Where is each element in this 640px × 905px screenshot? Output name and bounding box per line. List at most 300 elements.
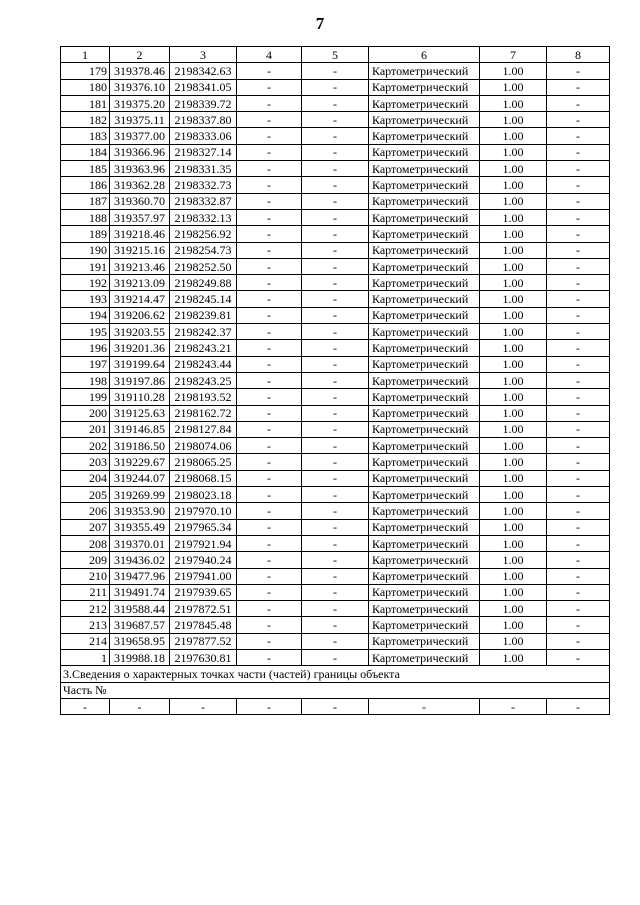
cell-col-6: Картометрический [369, 112, 480, 128]
cell-col-6: Картометрический [369, 307, 480, 323]
cell-col-2: 319213.09 [110, 275, 170, 291]
cell-col-4: - [237, 193, 302, 209]
cell-col-3: 2198331.35 [170, 161, 237, 177]
cell-col-4: - [237, 503, 302, 519]
cell-col-4: - [237, 454, 302, 470]
cell-col-7: 1.00 [480, 275, 547, 291]
cell-col-4: - [237, 128, 302, 144]
cell-col-5: - [302, 633, 369, 649]
cell-col-7: 1.00 [480, 128, 547, 144]
cell-col-3: 2197845.48 [170, 617, 237, 633]
cell-col-6: Картометрический [369, 193, 480, 209]
table-row [61, 633, 610, 649]
table-row [61, 405, 610, 421]
cell-col-2: 319201.36 [110, 340, 170, 356]
cell-col-7: 1.00 [480, 324, 547, 340]
section-3-title: 3.Сведения о характерных точках части (частей) границы объекта [61, 666, 610, 682]
cell-col-6: Картометрический [369, 649, 480, 665]
cell-col-3: 2197941.00 [170, 568, 237, 584]
cell-col-4: - [237, 487, 302, 503]
cell-col-4: - [237, 470, 302, 486]
cell-col-8: - [547, 193, 610, 209]
table-row [61, 503, 610, 519]
cell-col-8: 8 [547, 47, 610, 63]
table-row [61, 307, 610, 323]
cell-col-2: 319244.07 [110, 470, 170, 486]
cell-col-3: 2197939.65 [170, 584, 237, 600]
cell-col-5: - [302, 389, 369, 405]
cell-col-1: 198 [61, 372, 110, 388]
cell-col-6: Картометрический [369, 568, 480, 584]
cell-col-3: 2198333.06 [170, 128, 237, 144]
cell-col-7: - [480, 698, 547, 714]
cell-col-5: - [302, 421, 369, 437]
cell-col-7: 1.00 [480, 242, 547, 258]
cell-col-4: - [237, 291, 302, 307]
cell-col-1: 213 [61, 617, 110, 633]
cell-col-4: - [237, 405, 302, 421]
cell-col-1: 180 [61, 79, 110, 95]
cell-col-2: 319658.95 [110, 633, 170, 649]
cell-col-2: 319353.90 [110, 503, 170, 519]
cell-col-4: - [237, 340, 302, 356]
cell-col-5: - [302, 161, 369, 177]
cell-col-8: - [547, 487, 610, 503]
cell-col-7: 1.00 [480, 470, 547, 486]
cell-col-2: 319269.99 [110, 487, 170, 503]
table-row [61, 324, 610, 340]
cell-col-4: - [237, 389, 302, 405]
cell-col-4: - [237, 258, 302, 274]
table-row [61, 470, 610, 486]
cell-col-1: 179 [61, 63, 110, 79]
table-row [61, 95, 610, 111]
cell-col-1: 206 [61, 503, 110, 519]
cell-col-4: - [237, 177, 302, 193]
cell-col-6: Картометрический [369, 601, 480, 617]
cell-col-1: 187 [61, 193, 110, 209]
cell-col-3: 2198339.72 [170, 95, 237, 111]
cell-col-6: Картометрический [369, 128, 480, 144]
cell-col-8: - [547, 454, 610, 470]
cell-col-2: 319477.96 [110, 568, 170, 584]
cell-col-7: 1.00 [480, 568, 547, 584]
cell-col-6: Картометрический [369, 633, 480, 649]
table-row [61, 226, 610, 242]
cell-col-8: - [547, 552, 610, 568]
cell-col-3: 2198337.80 [170, 112, 237, 128]
cell-col-2: 319203.55 [110, 324, 170, 340]
part-number-label: Часть № [61, 682, 610, 698]
cell-col-4: - [237, 226, 302, 242]
cell-col-4: - [237, 568, 302, 584]
cell-col-1: 197 [61, 356, 110, 372]
cell-col-7: 1.00 [480, 258, 547, 274]
cell-col-4: - [237, 601, 302, 617]
table-row [61, 552, 610, 568]
cell-col-8: - [547, 470, 610, 486]
cell-col-4: - [237, 535, 302, 551]
table-row [61, 63, 610, 79]
cell-col-1: 191 [61, 258, 110, 274]
cell-col-2: 319377.00 [110, 128, 170, 144]
cell-col-5: - [302, 226, 369, 242]
cell-col-8: - [547, 161, 610, 177]
cell-col-4: - [237, 438, 302, 454]
cell-col-2: 319357.97 [110, 209, 170, 225]
cell-col-7: 1.00 [480, 226, 547, 242]
cell-col-8: - [547, 568, 610, 584]
cell-col-5: - [302, 601, 369, 617]
cell-col-8: - [547, 291, 610, 307]
cell-col-8: - [547, 340, 610, 356]
cell-col-4: - [237, 242, 302, 258]
cell-col-3: 2197965.34 [170, 519, 237, 535]
cell-col-3: 2198245.14 [170, 291, 237, 307]
cell-col-1: 184 [61, 144, 110, 160]
cell-col-5: - [302, 112, 369, 128]
cell-col-8: - [547, 275, 610, 291]
cell-col-5: - [302, 372, 369, 388]
cell-col-2: 319687.57 [110, 617, 170, 633]
cell-col-8: - [547, 519, 610, 535]
cell-col-1: 183 [61, 128, 110, 144]
cell-col-6: Картометрический [369, 356, 480, 372]
cell-col-3: 2198243.25 [170, 372, 237, 388]
cell-col-3: 2198074.06 [170, 438, 237, 454]
cell-col-8: - [547, 307, 610, 323]
cell-col-7: 1.00 [480, 617, 547, 633]
cell-col-7: 1.00 [480, 356, 547, 372]
cell-col-8: - [547, 144, 610, 160]
cell-col-5: - [302, 258, 369, 274]
cell-col-2: 319229.67 [110, 454, 170, 470]
cell-col-5: - [302, 307, 369, 323]
cell-col-5: - [302, 242, 369, 258]
cell-col-3: 2197940.24 [170, 552, 237, 568]
cell-col-8: - [547, 535, 610, 551]
cell-col-4: - [237, 584, 302, 600]
cell-col-2: - [110, 698, 170, 714]
cell-col-1: 188 [61, 209, 110, 225]
cell-col-7: 1.00 [480, 209, 547, 225]
cell-col-8: - [547, 438, 610, 454]
cell-col-4: - [237, 356, 302, 372]
cell-col-5: - [302, 95, 369, 111]
cell-col-6: Картометрический [369, 617, 480, 633]
table-row [61, 617, 610, 633]
table-row [61, 535, 610, 551]
cell-col-6: Картометрический [369, 389, 480, 405]
cell-col-7: 1.00 [480, 633, 547, 649]
cell-col-1: - [61, 698, 110, 714]
table-row [61, 340, 610, 356]
cell-col-1: 199 [61, 389, 110, 405]
cell-col-5: - [302, 291, 369, 307]
cell-col-7: 1.00 [480, 291, 547, 307]
cell-col-5: - [302, 193, 369, 209]
cell-col-4: - [237, 79, 302, 95]
cell-col-6: Картометрический [369, 340, 480, 356]
cell-col-1: 181 [61, 95, 110, 111]
cell-col-3: 2198243.21 [170, 340, 237, 356]
cell-col-2: 319436.02 [110, 552, 170, 568]
cell-col-7: 1.00 [480, 389, 547, 405]
cell-col-2: 319375.11 [110, 112, 170, 128]
table-row [61, 454, 610, 470]
cell-col-7: 1.00 [480, 177, 547, 193]
cell-col-2: 319375.20 [110, 95, 170, 111]
cell-col-3: 2197970.10 [170, 503, 237, 519]
cell-col-5: - [302, 552, 369, 568]
cell-col-4: - [237, 324, 302, 340]
cell-col-8: - [547, 421, 610, 437]
cell-col-3: 2198239.81 [170, 307, 237, 323]
cell-col-2: 319218.46 [110, 226, 170, 242]
cell-col-6: Картометрический [369, 275, 480, 291]
cell-col-7: 1.00 [480, 421, 547, 437]
cell-col-7: 1.00 [480, 519, 547, 535]
cell-col-7: 1.00 [480, 405, 547, 421]
cell-col-6: Картометрический [369, 79, 480, 95]
cell-col-4: - [237, 519, 302, 535]
cell-col-4: - [237, 112, 302, 128]
cell-col-3: 2197630.81 [170, 649, 237, 665]
cell-col-4: - [237, 95, 302, 111]
cell-col-4: - [237, 161, 302, 177]
table-row [61, 389, 610, 405]
table-row [61, 242, 610, 258]
cell-col-1: 212 [61, 601, 110, 617]
table-row [61, 209, 610, 225]
cell-col-8: - [547, 209, 610, 225]
cell-col-2: 319355.49 [110, 519, 170, 535]
cell-col-5: - [302, 324, 369, 340]
cell-col-2: 319110.28 [110, 389, 170, 405]
cell-col-2: 2 [110, 47, 170, 63]
table-header-row [61, 47, 610, 63]
cell-col-1: 190 [61, 242, 110, 258]
cell-col-8: - [547, 95, 610, 111]
cell-col-7: 1.00 [480, 487, 547, 503]
table-row [61, 584, 610, 600]
cell-col-3: 2198342.63 [170, 63, 237, 79]
cell-col-5: - [302, 405, 369, 421]
page-number: 7 [315, 14, 325, 33]
cell-col-2: 319588.44 [110, 601, 170, 617]
cell-col-2: 319125.63 [110, 405, 170, 421]
cell-col-8: - [547, 112, 610, 128]
cell-col-2: 319197.86 [110, 372, 170, 388]
cell-col-2: 319213.46 [110, 258, 170, 274]
table-row [61, 258, 610, 274]
cell-col-4: - [237, 275, 302, 291]
cell-col-1: 205 [61, 487, 110, 503]
cell-col-7: 1.00 [480, 552, 547, 568]
cell-col-2: 319378.46 [110, 63, 170, 79]
cell-col-6: Картометрический [369, 63, 480, 79]
cell-col-2: 319206.62 [110, 307, 170, 323]
cell-col-6: Картометрический [369, 421, 480, 437]
cell-col-5: - [302, 144, 369, 160]
cell-col-2: 319186.50 [110, 438, 170, 454]
cell-col-8: - [547, 258, 610, 274]
section-title-row [61, 666, 610, 682]
cell-col-8: - [547, 356, 610, 372]
cell-col-2: 319370.01 [110, 535, 170, 551]
cell-col-1: 203 [61, 454, 110, 470]
cell-col-5: - [302, 275, 369, 291]
cell-col-1: 196 [61, 340, 110, 356]
cell-col-1: 200 [61, 405, 110, 421]
cell-col-1: 1 [61, 649, 110, 665]
cell-col-4: - [237, 633, 302, 649]
cell-col-8: - [547, 698, 610, 714]
cell-col-7: 7 [480, 47, 547, 63]
table-row [61, 161, 610, 177]
cell-col-3: 2198249.88 [170, 275, 237, 291]
cell-col-1: 211 [61, 584, 110, 600]
cell-col-1: 193 [61, 291, 110, 307]
cell-col-8: - [547, 372, 610, 388]
cell-col-6: Картометрический [369, 291, 480, 307]
cell-col-3: 2198127.84 [170, 421, 237, 437]
table-row [61, 79, 610, 95]
table-row [61, 421, 610, 437]
cell-col-7: 1.00 [480, 454, 547, 470]
cell-col-1: 186 [61, 177, 110, 193]
cell-col-6: Картометрический [369, 519, 480, 535]
cell-col-3: 2197877.52 [170, 633, 237, 649]
cell-col-1: 202 [61, 438, 110, 454]
cell-col-6: Картометрический [369, 95, 480, 111]
cell-col-3: 2198327.14 [170, 144, 237, 160]
cell-col-7: 1.00 [480, 63, 547, 79]
cell-col-4: - [237, 209, 302, 225]
cell-col-1: 204 [61, 470, 110, 486]
cell-col-1: 214 [61, 633, 110, 649]
cell-col-8: - [547, 226, 610, 242]
cell-col-2: 319988.18 [110, 649, 170, 665]
cell-col-5: - [302, 470, 369, 486]
cell-col-5: - [302, 63, 369, 79]
cell-col-7: 1.00 [480, 649, 547, 665]
cell-col-4: - [237, 421, 302, 437]
table-row [61, 356, 610, 372]
cell-col-4: - [237, 698, 302, 714]
cell-col-7: 1.00 [480, 193, 547, 209]
cell-col-2: 319491.74 [110, 584, 170, 600]
cell-col-2: 319362.28 [110, 177, 170, 193]
cell-col-6: Картометрический [369, 535, 480, 551]
table-row [61, 193, 610, 209]
cell-col-8: - [547, 389, 610, 405]
cell-col-4: - [237, 552, 302, 568]
cell-col-1: 208 [61, 535, 110, 551]
cell-col-5: - [302, 177, 369, 193]
cell-col-8: - [547, 503, 610, 519]
cell-col-1: 195 [61, 324, 110, 340]
cell-col-5: 5 [302, 47, 369, 63]
cell-col-8: - [547, 633, 610, 649]
cell-col-6: Картометрический [369, 454, 480, 470]
cell-col-6: Картометрический [369, 242, 480, 258]
cell-col-3: 2198254.73 [170, 242, 237, 258]
cell-col-7: 1.00 [480, 161, 547, 177]
cell-col-1: 182 [61, 112, 110, 128]
cell-col-2: 319366.96 [110, 144, 170, 160]
cell-col-2: 319376.10 [110, 79, 170, 95]
cell-col-8: - [547, 584, 610, 600]
cell-col-2: 319146.85 [110, 421, 170, 437]
cell-col-8: - [547, 601, 610, 617]
cell-col-1: 210 [61, 568, 110, 584]
cell-col-1: 192 [61, 275, 110, 291]
cell-col-7: 1.00 [480, 584, 547, 600]
cell-col-3: 2197872.51 [170, 601, 237, 617]
cell-col-6: Картометрический [369, 487, 480, 503]
cell-col-6: Картометрический [369, 584, 480, 600]
cell-col-7: 1.00 [480, 340, 547, 356]
cell-col-5: - [302, 438, 369, 454]
cell-col-5: - [302, 454, 369, 470]
cell-col-3: 2197921.94 [170, 535, 237, 551]
cell-col-7: 1.00 [480, 307, 547, 323]
cell-col-6: - [369, 698, 480, 714]
cell-col-5: - [302, 649, 369, 665]
cell-col-7: 1.00 [480, 438, 547, 454]
cell-col-6: Картометрический [369, 161, 480, 177]
cell-col-7: 1.00 [480, 601, 547, 617]
cell-col-6: Картометрический [369, 258, 480, 274]
cell-col-5: - [302, 568, 369, 584]
cell-col-5: - [302, 209, 369, 225]
table-row [61, 438, 610, 454]
cell-col-4: - [237, 649, 302, 665]
coordinates-table [60, 46, 610, 715]
cell-col-3: 2198242.37 [170, 324, 237, 340]
cell-col-5: - [302, 79, 369, 95]
cell-col-6: Картометрический [369, 226, 480, 242]
cell-col-7: 1.00 [480, 79, 547, 95]
cell-col-1: 189 [61, 226, 110, 242]
cell-col-2: 319214.47 [110, 291, 170, 307]
cell-col-8: - [547, 242, 610, 258]
table-row [61, 372, 610, 388]
cell-col-8: - [547, 177, 610, 193]
cell-col-6: Картометрический [369, 503, 480, 519]
cell-col-8: - [547, 79, 610, 95]
cell-col-1: 201 [61, 421, 110, 437]
cell-col-6: Картометрический [369, 324, 480, 340]
cell-col-4: - [237, 372, 302, 388]
table-row [61, 649, 610, 665]
cell-col-2: 319363.96 [110, 161, 170, 177]
cell-col-5: - [302, 698, 369, 714]
cell-col-8: - [547, 63, 610, 79]
cell-col-3: 2198023.18 [170, 487, 237, 503]
cell-col-4: - [237, 617, 302, 633]
cell-col-8: - [547, 405, 610, 421]
cell-col-7: 1.00 [480, 503, 547, 519]
cell-col-1: 185 [61, 161, 110, 177]
cell-col-3: 2198065.25 [170, 454, 237, 470]
cell-col-3: 3 [170, 47, 237, 63]
cell-col-4: 4 [237, 47, 302, 63]
table-row [61, 144, 610, 160]
cell-col-6: Картометрический [369, 405, 480, 421]
cell-col-3: 2198068.15 [170, 470, 237, 486]
